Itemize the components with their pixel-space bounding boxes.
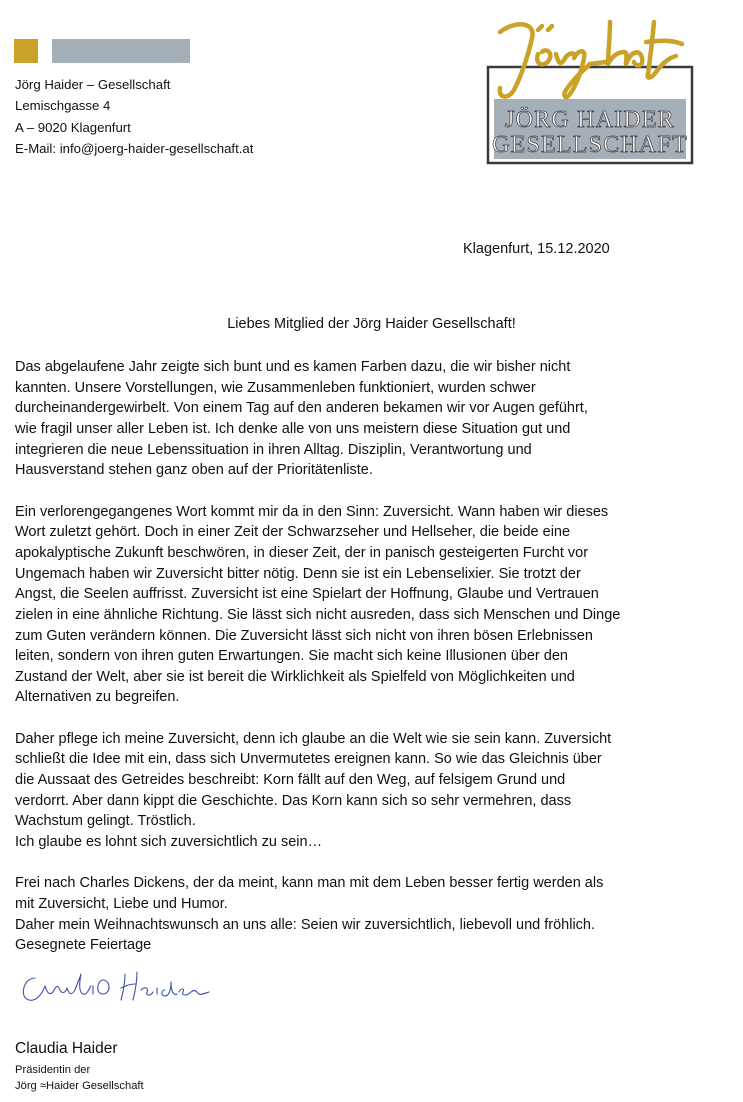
sender-address: [15, 74, 253, 160]
paragraph-2: [15, 502, 655, 709]
body-line: mit Zuversicht, Liebe und Humor.: [15, 896, 228, 913]
body-line: zielen in eine ähnliche Richtung. Sie lässt sich nicht ausreden, dass sich Menschen und Dinge: [15, 606, 621, 623]
body-line: Wachstum gelingt. Tröstlich.: [15, 813, 196, 830]
signatory-title-line-1: Präsidentin der: [15, 1064, 91, 1076]
body-line: durcheinandergewirbelt. Von einem Tag auf den anderen bekamen wir vor Augen geführt,: [15, 400, 588, 417]
letter-salutation: Liebes Mitglied der Jörg Haider Gesellschaft!: [227, 316, 516, 332]
body-line: leiten, sondern von ihren guten Erwartungen. Sie macht sich keine Illusionen über den: [15, 648, 568, 665]
logo-script-signature: [500, 22, 682, 97]
body-line: Angst, die Seelen auffrisst. Zuversicht ist eine Spielart der Hoffnung, Glaube und Vertrauen: [15, 586, 599, 603]
logo-line-1: JÖRG HAIDER: [505, 107, 675, 133]
body-line: Alternativen zu begreifen.: [15, 689, 180, 706]
body-line: Gesegnete Feiertage: [15, 937, 152, 954]
body-line: Ich glaube es lohnt sich zuversichtlich zu sein…: [15, 834, 323, 851]
body-line: Hausverstand stehen ganz oben auf der Prioritätenliste.: [15, 462, 373, 479]
sender-line-street: Lemischgasse 4: [15, 98, 111, 114]
handwritten-signature: [15, 962, 225, 1012]
letter-date: Klagenfurt, 15.12.2020: [463, 241, 610, 257]
body-line: integrieren die neue Lebenssituation in ihren Alltag. Disziplin, Verantwortung und: [15, 441, 532, 458]
body-line: Daher pflege ich meine Zuversicht, denn ich glaube an die Welt wie sie sein kann. Zuversicht: [15, 730, 612, 747]
body-line: Daher mein Weihnachtswunsch an uns alle: Seien wir zuversichtlich, liebevoll und fröhlich.: [15, 916, 596, 933]
signatory-name: Claudia Haider: [15, 1040, 118, 1057]
signatory-title: [15, 1062, 144, 1094]
body-line: kannten. Unsere Vorstellungen, wie Zusammenleben funktioniert, wurden schwer: [15, 379, 536, 396]
sender-line-email: E-Mail: info@joerg-haider-gesellschaft.at: [15, 141, 254, 157]
paragraph-3: [15, 729, 655, 853]
body-line: Ein verlorengegangenes Wort kommt mir da in den Sinn: Zuversicht. Wann haben wir dieses: [15, 503, 609, 520]
logo-line-2: GESELLSCHAFT: [492, 132, 688, 158]
body-line: verdorrt. Aber dann kippt die Geschichte. Das Korn kann sich so sehr vermehren, dass: [15, 792, 572, 809]
body-line: Frei nach Charles Dickens, der da meint, kann man mit dem Leben besser fertig werden als: [15, 875, 604, 892]
organization-logo: [486, 12, 694, 166]
body-line: apokalyptische Zukunft beschwören, in dieser Zeit, der in panisch gesteigerten Furcht vor: [15, 544, 589, 561]
body-line: Ungemach haben wir Zuversicht bitter nötig. Denn sie ist ein Lebenselixier. Sie trotzt der: [15, 565, 581, 582]
paragraph-1: [15, 357, 655, 481]
body-line: schließt die Idee mit ein, dass sich Unvermutetes ereignen kann. So wie das Gleichnis über: [15, 751, 602, 768]
sender-line-org: Jörg Haider – Gesellschaft: [15, 77, 171, 92]
paragraph-4: [15, 873, 655, 956]
gold-square-decoration: [14, 39, 38, 63]
body-line: wie fragil unser aller Leben ist. Ich denke alle von uns meistern diese Situation gut und: [15, 420, 571, 437]
letter-body: [15, 357, 655, 977]
body-line: Zustand der Welt, aber sie ist bereit die Wirklichkeit als Spielfeld von Möglichkeiten und: [15, 668, 575, 685]
body-line: Das abgelaufene Jahr zeigte sich bunt und es kamen Farben dazu, die wir bisher nicht: [15, 359, 571, 375]
signatory-title-line-2: Jörg ≈Haider Gesellschaft: [15, 1080, 144, 1092]
sender-line-city: A – 9020 Klagenfurt: [15, 119, 131, 135]
body-line: zum Guten verändern können. Die Zuversicht lässt sich nicht von ihren bösen Erlebnissen: [15, 627, 593, 644]
gray-bar-decoration: [52, 39, 190, 63]
body-line: Wort zuletzt gehört. Doch in einer Zeit der Schwarzseher und Hellseher, die beide eine: [15, 524, 571, 541]
body-line: die Aussaat des Getreides beschreibt: Korn fällt auf den Weg, auf felsigem Grund und: [15, 772, 566, 789]
